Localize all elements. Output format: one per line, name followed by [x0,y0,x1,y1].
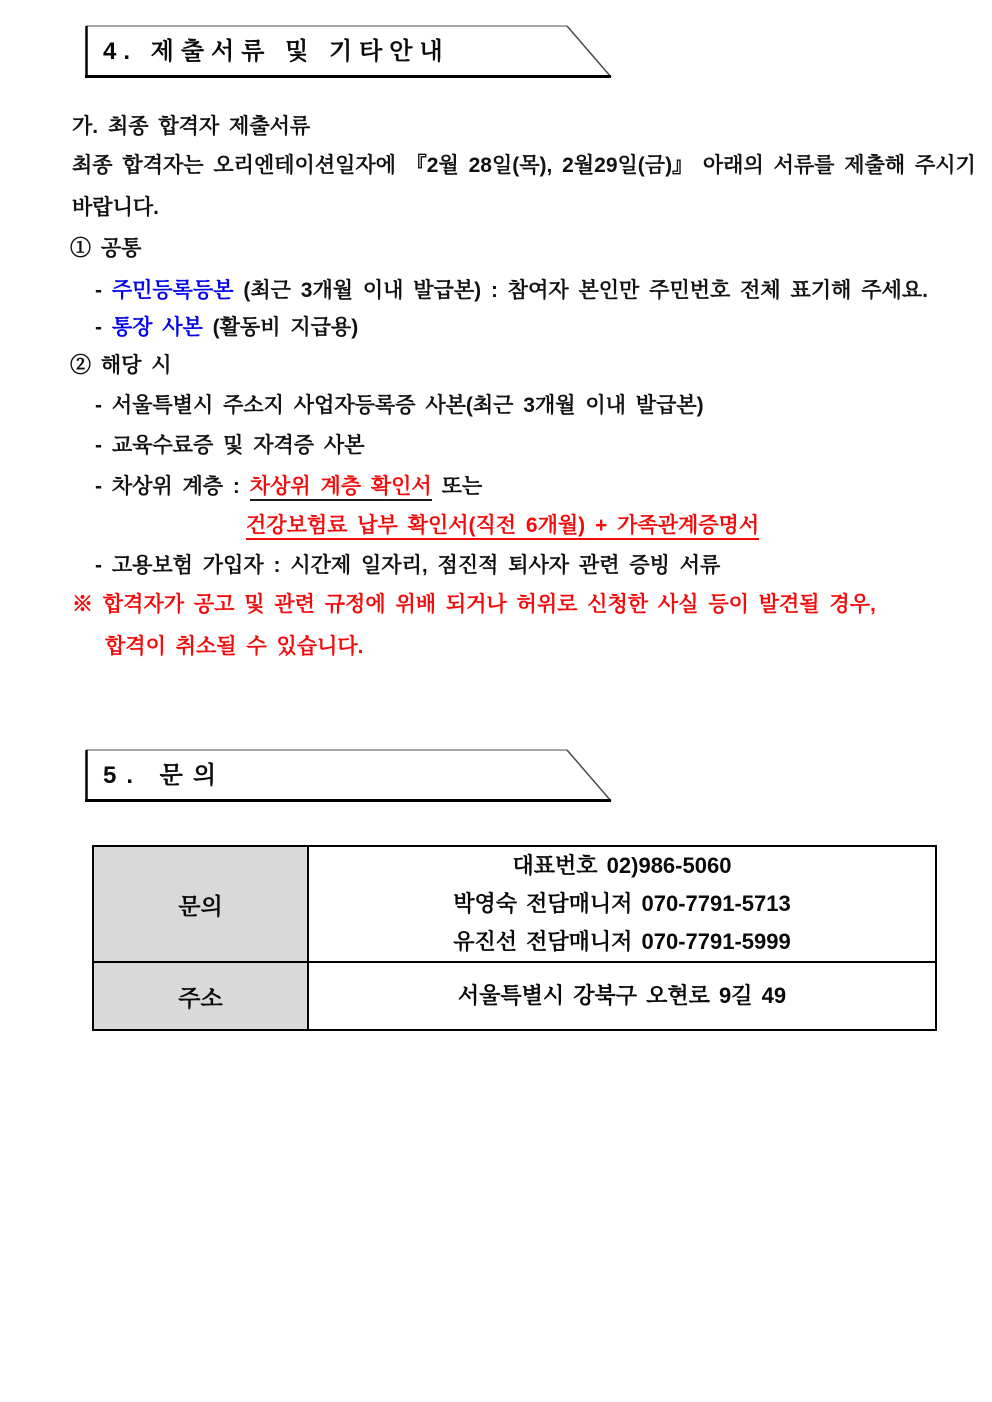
applicable-item-4: - 고용보험 가입자 : 시간제 일자리, 점진적 퇴사자 관련 증빙 서류 [95,554,721,577]
applicable-item-3-highlight: 차상위 계층 확인서 [250,475,432,501]
contact-content-cell [309,847,935,963]
common-item-1-rest: (최근 3개월 이내 발급본) : 참여자 본인만 주민번호 전체 표기해 주세요. [233,279,928,302]
intro-label: 가. 최종 합격자 제출서류 [72,115,311,138]
section5-title: 5. 문의 [103,762,227,789]
applicable-item-1: - 서울특별시 주소지 사업자등록증 사본(최근 3개월 이내 발급본) [95,394,704,417]
dash: - [95,279,112,302]
contact-label-cell: 문의 [94,847,309,963]
contact-line: 대표번호 02)986-5060 [512,853,732,878]
address-label-cell: 주소 [94,963,309,1029]
common-item-2-highlight: 통장 사본 [111,316,203,339]
intro-line2: 바랍니다. [72,196,159,219]
contact-table [92,845,937,1031]
applicable-item-2: - 교육수료증 및 자격증 사본 [95,434,365,457]
section4-banner [85,24,612,79]
contact-line: 박영숙 전담매니저 070-7791-5713 [453,891,791,916]
address-content-cell [309,963,935,1029]
applicable-item-3-line2 [246,511,759,541]
common-item-2 [95,313,358,343]
warning-line2: 합격이 취소될 수 있습니다. [105,635,364,658]
common-heading: ① 공통 [70,237,142,260]
applicable-item-3 [95,472,482,502]
section5-banner [85,748,612,803]
intro-line1: 최종 합격자는 오리엔테이션일자에 『2월 28일(목), 2월29일(금)』 아래의 서류를 제출해 주시기 [72,154,976,177]
section4-title: 4. 제출서류 및 기타안내 [103,38,450,65]
common-item-1 [95,276,928,306]
applicable-heading: ② 해당 시 [70,354,172,377]
address-line: 서울특별시 강북구 오현로 9길 49 [457,983,787,1008]
warning-line1: ※ 합격자가 공고 및 관련 규정에 위배 되거나 허위로 신청한 사실 등이 발견될 경우, [72,593,876,616]
applicable-item-3-line2-text: 건강보험료 납부 확인서(직전 6개월) + 가족관계증명서 [246,514,759,540]
dash: - [95,316,112,339]
contact-line: 유진선 전담매니저 070-7791-5999 [453,929,791,954]
common-item-1-highlight: 주민등록등본 [111,279,234,302]
applicable-item-3-prefix: - 차상위 계층 : [95,475,250,498]
common-item-2-rest: (활동비 지급용) [202,316,359,339]
applicable-item-3-suffix: 또는 [431,475,483,498]
